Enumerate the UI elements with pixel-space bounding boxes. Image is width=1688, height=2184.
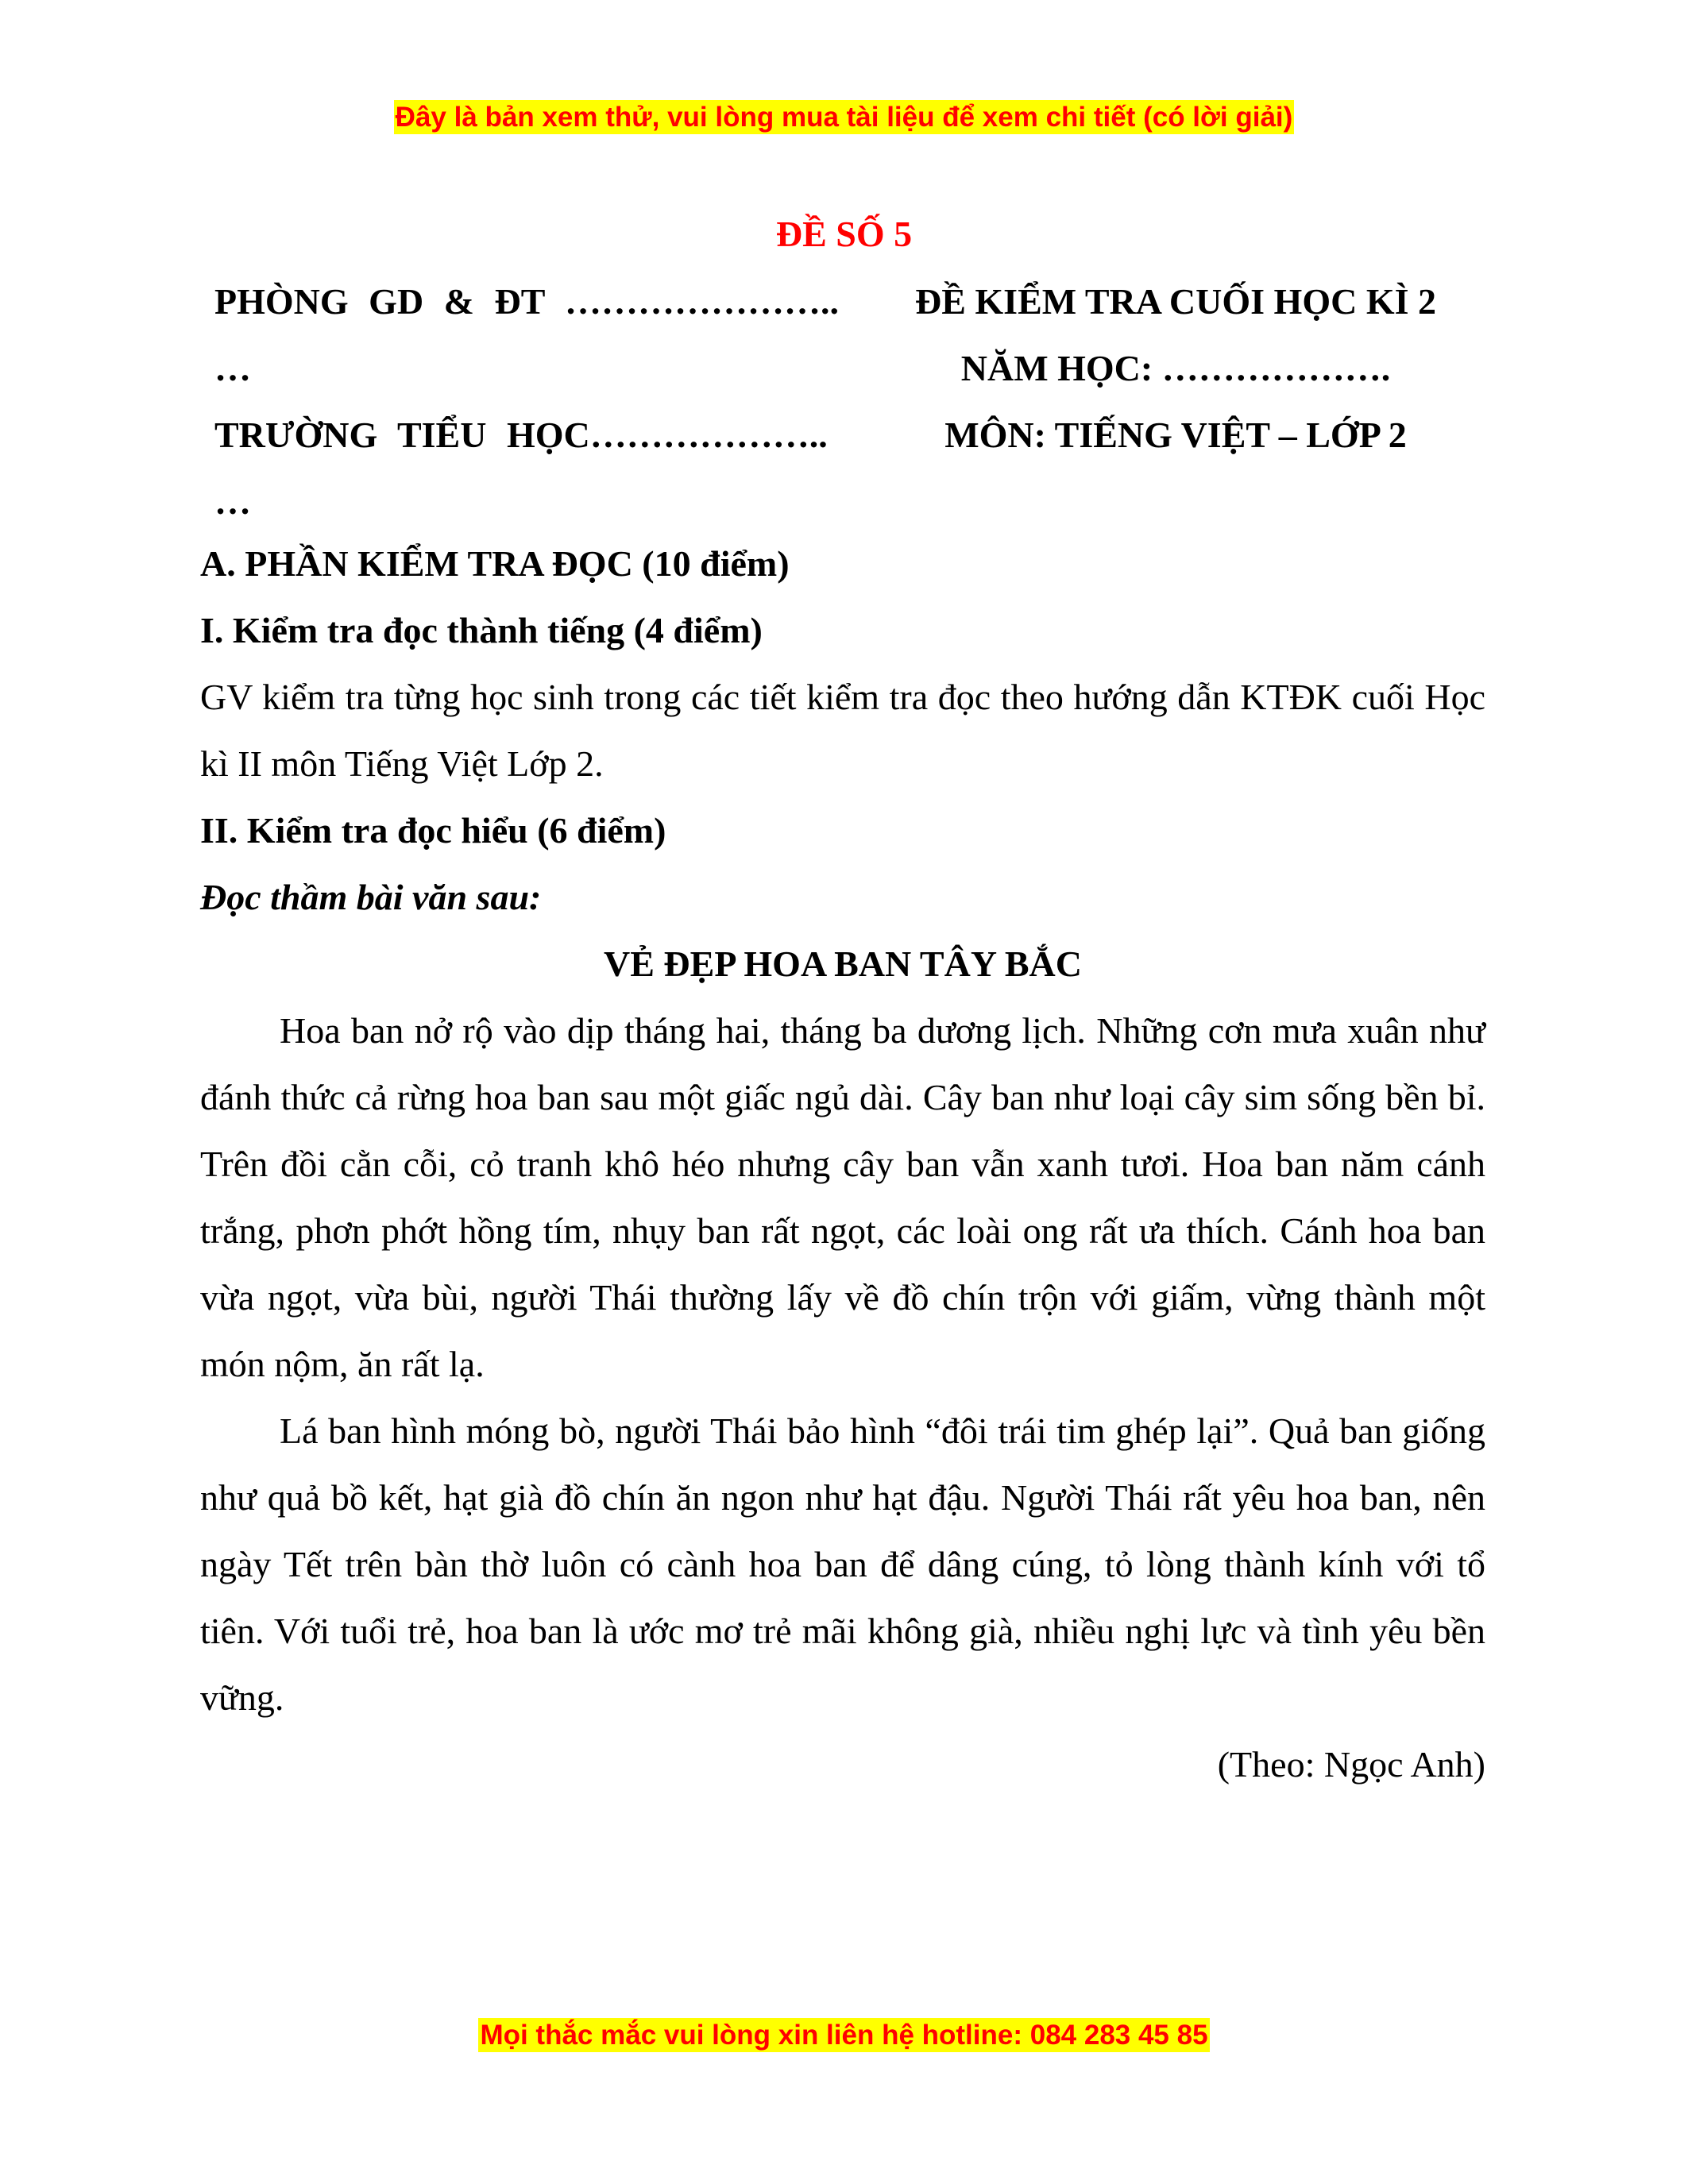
passage-paragraph-2: Lá ban hình móng bò, người Thái bảo hình “đôi trái tim ghép lại”. Quả ban giống như quả bồ kết, hạt già đồ chín ăn ngon như hạt đậu. Người Thái rất yêu hoa ban, nên ngày Tết trên bàn thờ luôn có cành hoa ban để dâng cúng, tỏ lòng thành kính với tổ tiên. Với tuổi trẻ, hoa ban là ước mơ trẻ mãi không già, nhiều nghị lực và tình yêu bền vững.: [200, 1410, 1485, 1718]
passage-paragraph-1: Hoa ban nở rộ vào dịp tháng hai, tháng ba dương lịch. Những cơn mưa xuân như đánh thức cả rừng hoa ban sau một giấc ngủ dài. Cây ban như loại cây sim sống bền bỉ. Trên đồi cằn cỗi, cỏ tranh khô héo nhưng cây ban vẫn xanh tươi. Hoa ban năm cánh trắng, phơn phớt hồng tím, nhụy ban rất ngọt, các loài ong rất ưa thích. Cánh hoa ban vừa ngọt, vừa bùi, người Thái thường lấy về đồ chín trộn với giấm, vừng thành một món nộm, ăn rất lạ.: [200, 1010, 1485, 1384]
department-line-cont: …: [214, 348, 251, 388]
section-i-heading: I. Kiểm tra đọc thành tiếng (4 điểm): [200, 610, 763, 650]
hotline-banner-text: Mọi thắc mắc vui lòng xin liên hệ hotline: 084 283 45 85: [480, 2020, 1208, 2051]
document-body: [200, 531, 1485, 1798]
department-line: PHÒNG GD & ĐT …………………..: [214, 281, 840, 322]
subject-line: MÔN: TIẾNG VIỆT – LỚP 2: [944, 415, 1407, 455]
passage-title: VẺ ĐẸP HOA BAN TÂY BẮC: [604, 943, 1082, 984]
exam-title: ĐỀ KIỂM TRA CUỐI HỌC KÌ 2: [914, 281, 1437, 322]
exam-number-title: ĐỀ SỐ 5: [775, 214, 913, 254]
section-ii-heading: II. Kiểm tra đọc hiểu (6 điểm): [200, 810, 666, 851]
school-line-cont: …: [214, 481, 251, 522]
header-right-block: [866, 268, 1485, 469]
school-year: NĂM HỌC: ……………….: [960, 348, 1391, 388]
preview-banner-text: Đây là bản xem thử, vui lòng mua tài liệu để xem chi tiết (có lời giải): [395, 102, 1293, 133]
school-line: TRƯỜNG TIỂU HỌC………………..: [214, 415, 828, 455]
header-left-block: [214, 268, 866, 535]
section-i-text: GV kiểm tra từng học sinh trong các tiết kiểm tra đọc theo hướng dẫn KTĐK cuối Học kì II môn Tiếng Việt Lớp 2.: [200, 677, 1485, 784]
passage-source: (Theo: Ngọc Anh): [1217, 1744, 1485, 1785]
section-a-heading: A. PHẦN KIỂM TRA ĐỌC (10 điểm): [200, 543, 790, 584]
preview-banner: [0, 99, 1688, 136]
reading-instruction: Đọc thầm bài văn sau:: [200, 877, 542, 917]
hotline-banner: [0, 2017, 1688, 2054]
